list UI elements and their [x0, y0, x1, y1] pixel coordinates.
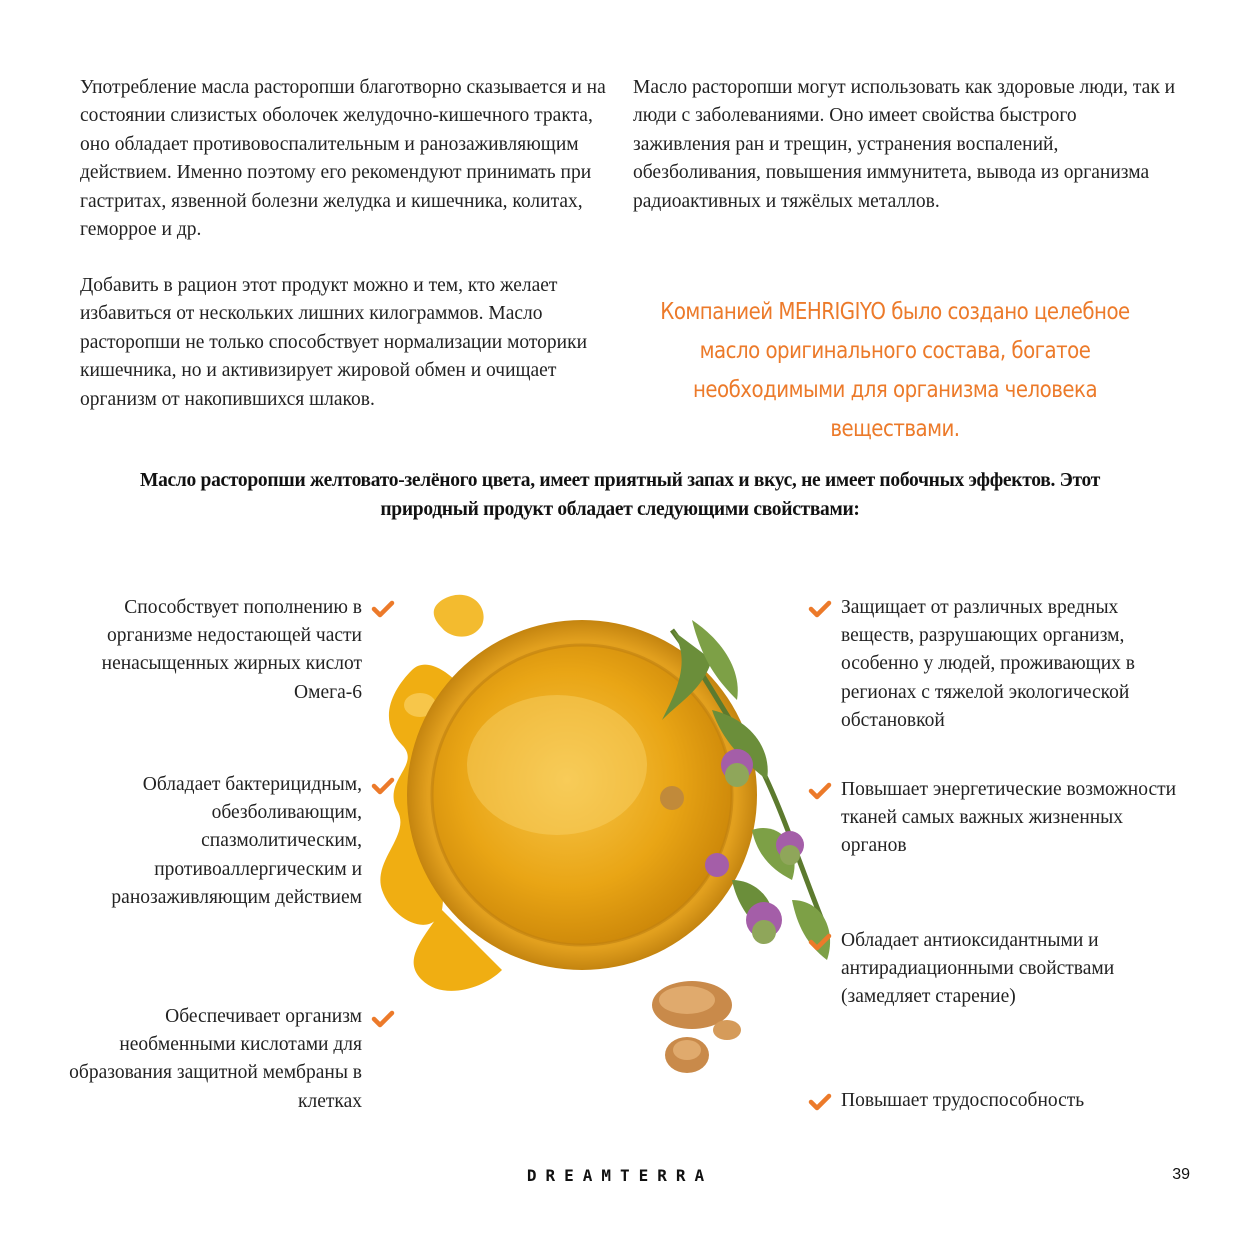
feature-left-acids: Обеспечивает организм необменными кислотами для образования защитной мембраны в клетках [69, 1006, 362, 1112]
oil-bowl-illustration [372, 580, 842, 1100]
oil-spill-top [434, 595, 484, 637]
check-icon [808, 779, 832, 803]
check-icon [371, 1007, 395, 1031]
check-icon [808, 1090, 832, 1114]
page-number: 39 [1172, 1166, 1190, 1183]
feature-right-antioxidant: Обладает антиоксидантными и антирадиационными свойствами (замедляет старение) [841, 930, 1115, 1008]
properties-lead: Масло расторопши желтовато-зелёного цвета, имеет приятный запах и вкус, не имеет побочных эффектов. Этот природный продукт обладает следующими свойствами: [139, 470, 1101, 520]
paragraph-weight: Добавить в рацион этот продукт можно и тем, кто желает избавиться от нескольких лишних килограммов. Масло расторопши не только способствует нормализации моторики кишечника, но и активизирует жировой обмен и очищает организм от накопившихся шлаков. [80, 275, 588, 410]
company-quote: Компанией MEHRIGIYO было создано целебное масло оригинального состава, богатое необходимыми для организма человека веществами. [660, 299, 1130, 442]
paragraph-digestive: Употребление масла расторопши благотворно сказывается и на состоянии слизистых оболочек желудочно-кишечного тракта, оно обладает противовоспалительным и ранозаживляющим действием. Именно поэтому его рекомендуют принимать при гастритах, язвенной болезни желудка и кишечника, колитах, геморрое и др. [80, 77, 606, 241]
feature-right-energy: Повышает энергетические возможности тканей самых важных жизненных органов [841, 779, 1177, 857]
brand-logo: DREAMTERRA [526, 1166, 714, 1185]
feature-left-bactericidal: Обладает бактерицидным, обезболивающим, спазмолитическим, противоаллергическим и ранозаживляющим действием [111, 774, 362, 908]
paragraph-usage: Масло расторопши могут использовать как здоровые люди, так и люди с заболеваниями. Оно имеет свойства быстрого заживления ран и трещин, устранения воспалений, обезболивания, повышения иммунитета, вывода из организма радиоактивных и тяжёлых металлов. [633, 77, 1176, 212]
check-icon [808, 597, 832, 621]
check-icon [808, 930, 832, 954]
check-icon [371, 597, 395, 621]
walnuts [652, 981, 741, 1073]
feature-left-omega: Способствует пополнению в организме недостающей части ненасыщенных жирных кислот Омега-6 [101, 597, 362, 703]
feature-right-performance: Повышает трудоспособность [841, 1090, 1085, 1111]
check-icon [371, 774, 395, 798]
feature-right-protection: Защищает от различных вредных веществ, разрушающих организм, особенно у людей, проживающих в регионах с тяжелой экологической обстановкой [841, 597, 1135, 731]
